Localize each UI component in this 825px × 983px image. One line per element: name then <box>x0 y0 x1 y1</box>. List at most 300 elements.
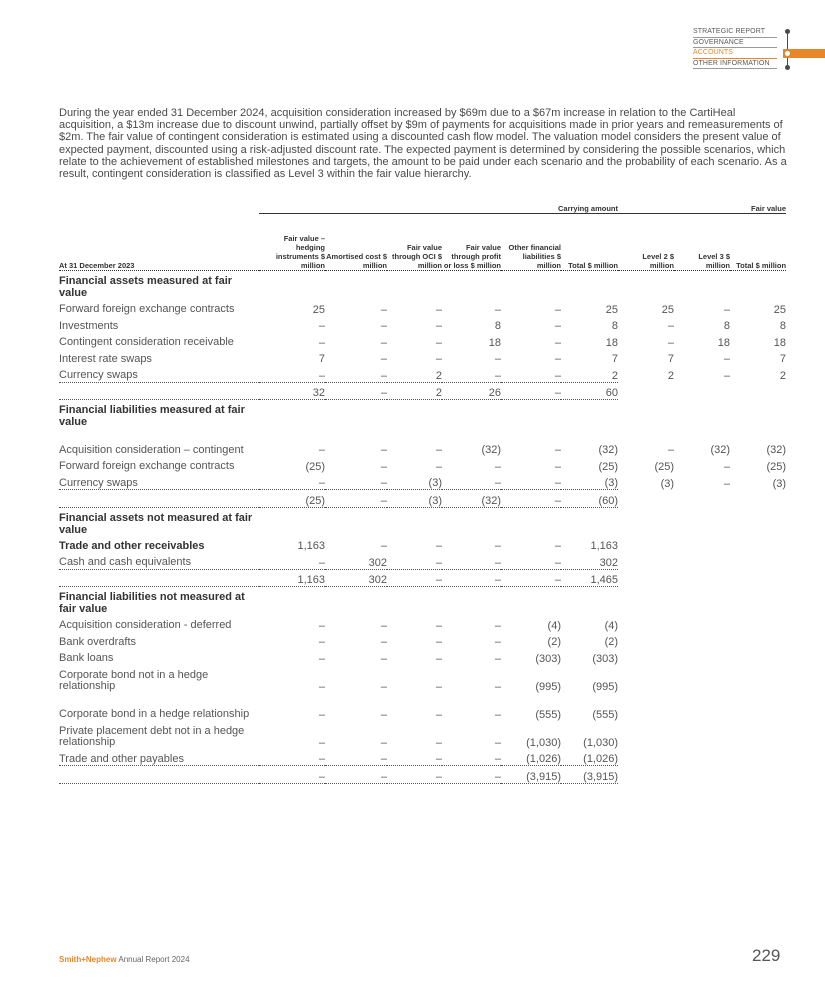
table-cell: (32) <box>710 444 731 456</box>
subtotal-cell <box>674 569 730 587</box>
table-cell: – <box>325 749 387 766</box>
empty-cell <box>730 400 786 429</box>
table-cell: (995) <box>535 680 561 693</box>
row-label: Corporate bond not in a hedge relationship <box>59 668 209 692</box>
table-cell: 18 <box>488 336 501 349</box>
table-cell: – <box>387 552 442 569</box>
empty-cell <box>325 587 387 616</box>
table-cell: – <box>667 336 675 349</box>
subtotal-cell <box>618 766 674 784</box>
subtotal-cell: (60) <box>561 490 618 508</box>
subtotal-cell <box>730 490 786 508</box>
subtotal-row <box>59 490 786 508</box>
table-row <box>59 536 786 553</box>
table-cell <box>618 552 674 569</box>
table-cell: – <box>318 619 325 632</box>
empty-cell <box>325 400 387 429</box>
table-cell: – <box>435 444 442 456</box>
table-cell: – <box>380 336 387 349</box>
empty-cell <box>618 400 674 429</box>
empty-cell <box>730 507 786 536</box>
table-cell: (995) <box>592 680 619 693</box>
table-cell: – <box>501 552 561 569</box>
table-cell: (4) <box>604 619 619 632</box>
table-row <box>59 473 786 490</box>
table-cell: 7 <box>779 353 787 365</box>
subtotal-label <box>59 569 259 587</box>
subtotal-cell <box>618 569 674 587</box>
table-cell: – <box>259 749 325 766</box>
table-cell: (25) <box>305 460 325 473</box>
nav-governance[interactable]: GOVERNANCE <box>693 38 777 49</box>
row-label: Trade and other payables <box>59 749 259 766</box>
table-cell: 18 <box>773 336 787 349</box>
page-number: 229 <box>752 946 781 965</box>
table-cell: – <box>380 353 387 365</box>
empty-cell <box>730 587 786 616</box>
table-cell <box>730 665 786 693</box>
empty-cell <box>387 507 442 536</box>
table-cell: (2) <box>547 636 561 648</box>
subtotal-cell <box>730 569 786 587</box>
nav-other-information[interactable]: OTHER INFORMATION <box>693 59 777 70</box>
table-cell: – <box>501 365 561 382</box>
table-cell: – <box>387 749 442 766</box>
column-header: Fair value – hedging instruments $ million <box>259 214 325 271</box>
table-cell: 18 <box>605 336 619 349</box>
empty-cell <box>501 271 561 300</box>
table-cell: – <box>318 708 325 721</box>
row-label: Currency swaps <box>59 473 259 490</box>
table-cell <box>618 648 674 665</box>
table-cell <box>618 749 674 766</box>
table-cell: – <box>325 365 387 382</box>
subtotal-label <box>59 382 259 400</box>
subtotal-cell: – <box>259 766 325 784</box>
empty-cell <box>501 587 561 616</box>
table-cell: – <box>554 353 561 365</box>
subtotal-cell <box>730 766 786 784</box>
table-cell: – <box>318 320 325 332</box>
subtotal-label <box>59 490 259 508</box>
section-header-row <box>59 507 786 536</box>
table-cell: 2 <box>387 365 442 382</box>
empty-cell <box>561 271 618 300</box>
table-cell: – <box>494 636 501 648</box>
table-cell: – <box>380 444 387 456</box>
row-label: Forward foreign exchange contracts <box>59 460 235 472</box>
table-cell <box>730 648 786 665</box>
empty-cell <box>501 507 561 536</box>
table-cell <box>730 632 786 649</box>
section-header-row <box>59 271 786 300</box>
table-cell: – <box>380 460 387 473</box>
empty-cell <box>674 400 730 429</box>
subtotal-cell: – <box>387 766 442 784</box>
empty-cell <box>442 400 501 429</box>
table-cell: – <box>554 540 561 552</box>
table-cell: – <box>380 540 387 552</box>
table-cell: – <box>318 336 325 349</box>
empty-cell <box>442 587 501 616</box>
table-cell <box>730 615 786 632</box>
table-cell: (32) <box>766 444 787 456</box>
column-header: Other financial liabilities $ million <box>501 214 561 271</box>
empty-cell <box>259 507 325 536</box>
table-cell: 7 <box>318 353 325 365</box>
table-cell: – <box>435 303 442 316</box>
table-cell: 25 <box>661 303 675 316</box>
table-cell: (555) <box>592 708 619 721</box>
table-cell <box>674 536 730 553</box>
table-cell: 8 <box>779 320 787 332</box>
empty-cell <box>442 507 501 536</box>
table-row <box>59 721 786 749</box>
nav-accounts[interactable]: ACCOUNTS <box>693 48 777 59</box>
empty-cell <box>561 400 618 429</box>
column-header: Fair value through OCI $ million <box>387 214 442 271</box>
column-header: Total $ million <box>730 214 786 271</box>
subtotal-cell: – <box>387 569 442 587</box>
subtotal-cell: 1,163 <box>259 569 325 587</box>
table-row <box>59 428 786 456</box>
table-cell: – <box>554 303 561 316</box>
table-cell: 2 <box>779 370 787 382</box>
table-row <box>59 456 786 473</box>
table-cell: – <box>501 473 561 490</box>
empty-cell <box>618 587 674 616</box>
subtotal-cell <box>618 490 674 508</box>
table-cell: – <box>259 365 325 382</box>
table-cell: – <box>318 444 325 456</box>
table-cell: – <box>435 353 442 365</box>
table-cell: (555) <box>535 708 561 721</box>
table-row <box>59 749 786 766</box>
table-cell <box>730 552 786 569</box>
table-cell: 25 <box>605 303 619 316</box>
table-cell: (3) <box>387 473 442 490</box>
table-cell: – <box>442 365 501 382</box>
table-cell: – <box>435 320 442 332</box>
subtotal-cell: (32) <box>442 490 501 508</box>
nav-dot-icon <box>785 65 790 70</box>
table-cell: – <box>494 708 501 721</box>
row-label: Bank overdrafts <box>59 635 137 648</box>
table-cell <box>618 693 674 721</box>
table-cell: – <box>318 652 325 665</box>
financial-instruments-table <box>59 199 786 784</box>
table-row <box>59 632 786 649</box>
table-cell <box>618 721 674 749</box>
row-label: Acquisition consideration – contingent <box>59 443 244 456</box>
footer-brand: Smith+Nephew <box>59 955 117 964</box>
section-title: Financial assets not measured at fair value <box>59 511 253 536</box>
table-cell: – <box>494 303 501 316</box>
subtotal-cell: – <box>325 490 387 508</box>
empty-cell <box>674 587 730 616</box>
table-cell: – <box>380 320 387 332</box>
table-row <box>59 365 786 382</box>
table-cell <box>674 749 730 766</box>
table-cell: – <box>494 540 501 552</box>
subtotal-cell: 60 <box>561 382 618 400</box>
subtotal-cell: (3,915) <box>561 766 618 784</box>
row-label: Trade and other receivables <box>59 539 205 552</box>
subtotal-cell: – <box>501 569 561 587</box>
subtotal-cell: (25) <box>259 490 325 508</box>
empty-cell <box>730 271 786 300</box>
table-cell: 1,163 <box>590 540 619 552</box>
subtotal-cell: (3) <box>387 490 442 508</box>
row-label: Investments <box>59 319 119 332</box>
table-cell <box>730 721 786 749</box>
table-cell: (1,026) <box>561 749 618 766</box>
group-carrying-amount: Carrying amount <box>259 199 618 214</box>
row-label: Currency swaps <box>59 365 259 382</box>
subtotal-row <box>59 569 786 587</box>
table-cell: (25) <box>598 460 619 473</box>
table-cell: 302 <box>561 552 618 569</box>
empty-cell <box>387 587 442 616</box>
table-cell <box>730 536 786 553</box>
table-row <box>59 349 786 366</box>
subtotal-cell <box>730 382 786 400</box>
subtotal-cell: 2 <box>387 382 442 400</box>
subtotal-row <box>59 766 786 784</box>
column-header-row <box>59 214 786 271</box>
subtotal-cell: – <box>501 490 561 508</box>
table-cell <box>730 749 786 766</box>
table-cell: – <box>442 552 501 569</box>
table-cell: – <box>494 652 501 665</box>
table-cell: – <box>723 370 731 382</box>
table-cell: (32) <box>598 444 619 456</box>
section-header-row <box>59 587 786 616</box>
table-cell: 7 <box>611 353 619 365</box>
row-label: Corporate bond in a hedge relationship <box>59 708 250 720</box>
table-cell: – <box>667 320 675 332</box>
empty-cell <box>259 400 325 429</box>
subtotal-cell: – <box>325 382 387 400</box>
row-label: Bank loans <box>59 652 114 664</box>
column-group-row <box>59 199 786 214</box>
table-cell: – <box>723 477 731 490</box>
empty-cell <box>674 507 730 536</box>
table-row <box>59 552 786 569</box>
table-cell: – <box>442 473 501 490</box>
subtotal-cell <box>674 382 730 400</box>
empty-cell <box>259 271 325 300</box>
empty-cell <box>561 587 618 616</box>
table-cell: – <box>442 749 501 766</box>
table-cell: 7 <box>667 353 675 365</box>
column-header: Total $ million <box>561 214 618 271</box>
table-cell: – <box>723 353 731 365</box>
table-cell: – <box>380 636 387 648</box>
nav-active-dot-icon <box>785 51 790 56</box>
table-row <box>59 615 786 632</box>
table-cell: (1,030) <box>583 736 619 749</box>
table-cell: 2 <box>561 365 618 382</box>
subtotal-cell: 32 <box>259 382 325 400</box>
table-cell: – <box>380 680 387 693</box>
column-header: Level 2 $ million <box>618 214 674 271</box>
table-cell: – <box>435 708 442 721</box>
table-row <box>59 693 786 721</box>
subtotal-cell: – <box>442 766 501 784</box>
table-cell: (3) <box>772 477 787 490</box>
table-cell <box>618 632 674 649</box>
table-cell: – <box>325 473 387 490</box>
table-cell: – <box>554 320 561 332</box>
table-cell: – <box>435 652 442 665</box>
empty-cell <box>618 507 674 536</box>
column-header: Amortised cost $ million <box>325 214 387 271</box>
table-cell: – <box>494 619 501 632</box>
subtotal-cell: 26 <box>442 382 501 400</box>
table-cell: – <box>554 444 561 456</box>
subtotal-cell: 302 <box>325 569 387 587</box>
column-header: Level 3 $ million <box>674 214 730 271</box>
table-cell: (1,030) <box>526 736 561 749</box>
table-cell: – <box>380 736 387 749</box>
table-cell: – <box>259 552 325 569</box>
subtotal-cell <box>674 766 730 784</box>
nav-dot-icon <box>785 29 790 34</box>
table-row <box>59 648 786 665</box>
subtotal-cell: – <box>501 382 561 400</box>
table-cell <box>730 693 786 721</box>
table-cell: – <box>494 736 501 749</box>
section-title: Financial liabilities not measured at fair value <box>59 591 245 615</box>
table-cell: – <box>380 708 387 721</box>
table-cell <box>674 615 730 632</box>
table-cell: – <box>494 680 501 693</box>
empty-cell <box>501 400 561 429</box>
column-header: Fair value through profit or loss $ million <box>442 214 501 271</box>
subtotal-cell: – <box>325 766 387 784</box>
table-cell: – <box>380 619 387 632</box>
intro-paragraph: During the year ended 31 December 2024, acquisition consideration increased by $69m due to a $67m increase in relation to the CartiHeal acquisition, a $13m increase due to discount unwind, partially offset by $9m of payments for acquisitions made in prior years and remeasurements of $2m. The fair value of contingent consideration is estimated using a discounted cash flow model. The valuation model considers the present value of expected payment, discounted using a risk-adjusted discount rate. The expected payment is determined by considering the possible scenarios, which relate to the achievement of established milestones and targets, the amount to be paid under each scenario and the probability of each scenario. As a result, contingent consideration is classified as Level 3 within the fair value hierarchy. <box>59 107 787 181</box>
table-row <box>59 332 786 349</box>
row-label: Cash and cash equivalents <box>59 552 259 569</box>
table-row <box>59 665 786 693</box>
subtotal-cell <box>618 382 674 400</box>
table-cell <box>674 721 730 749</box>
empty-cell <box>325 507 387 536</box>
table-row <box>59 316 786 333</box>
subtotal-cell <box>674 490 730 508</box>
table-cell: – <box>494 460 501 473</box>
table-cell: – <box>435 636 442 648</box>
empty-cell <box>259 587 325 616</box>
subtotal-cell: 1,465 <box>561 569 618 587</box>
table-cell: 2 <box>667 370 675 382</box>
empty-cell <box>387 271 442 300</box>
table-cell <box>618 536 674 553</box>
table-cell: – <box>380 303 387 316</box>
table-cell: 18 <box>717 336 731 349</box>
subtotal-cell: – <box>442 569 501 587</box>
table-cell: 25 <box>312 303 325 316</box>
table-body <box>59 271 786 784</box>
table-cell: 8 <box>723 320 731 332</box>
table-cell <box>674 632 730 649</box>
table-cell: – <box>723 303 731 316</box>
section-nav <box>693 27 825 69</box>
row-label: Acquisition consideration - deferred <box>59 619 232 631</box>
table-cell <box>674 665 730 693</box>
table-cell <box>618 665 674 693</box>
table-cell: – <box>435 680 442 693</box>
subtotal-row <box>59 382 786 400</box>
empty-cell <box>442 271 501 300</box>
row-label: Forward foreign exchange contracts <box>59 303 235 315</box>
table-cell: – <box>667 444 675 456</box>
empty-cell <box>618 271 674 300</box>
table-cell: 25 <box>773 303 787 316</box>
table-cell: (25) <box>766 460 787 473</box>
table-cell: – <box>554 336 561 349</box>
table-cell: (4) <box>547 619 561 632</box>
table-cell: – <box>435 540 442 552</box>
table-cell: (2) <box>604 636 619 648</box>
table-cell: – <box>554 460 561 473</box>
section-title: Financial liabilities measured at fair value <box>59 404 245 428</box>
table-cell: – <box>259 473 325 490</box>
footer-report: Annual Report 2024 <box>118 955 190 964</box>
table-cell: – <box>318 636 325 648</box>
table-cell: 8 <box>611 320 619 332</box>
table-cell: (303) <box>535 652 561 665</box>
empty-cell <box>674 271 730 300</box>
empty-cell <box>325 271 387 300</box>
empty-cell <box>561 507 618 536</box>
table-cell: – <box>435 736 442 749</box>
row-label: Contingent consideration receivable <box>59 336 234 348</box>
row-label: Interest rate swaps <box>59 352 152 365</box>
section-title: Financial assets measured at fair value <box>59 275 233 299</box>
section-header-row <box>59 400 786 429</box>
table-cell: (32) <box>481 444 501 456</box>
table-cell: – <box>494 353 501 365</box>
nav-strategic-report[interactable]: STRATEGIC REPORT <box>693 27 777 38</box>
subtotal-cell: (3,915) <box>501 766 561 784</box>
table-cell: – <box>318 680 325 693</box>
table-date-header: At 31 December 2023 <box>59 214 259 271</box>
table-cell: – <box>435 336 442 349</box>
footer <box>59 955 190 964</box>
subtotal-label <box>59 766 259 784</box>
table-cell: – <box>435 619 442 632</box>
empty-cell <box>387 400 442 429</box>
table-cell: (3) <box>561 473 618 490</box>
table-cell <box>618 615 674 632</box>
table-cell: 1,163 <box>297 540 325 552</box>
table-cell: – <box>318 736 325 749</box>
group-fair-value: Fair value <box>618 199 786 214</box>
table-cell: – <box>435 460 442 473</box>
table-cell: (3) <box>660 477 675 490</box>
table-cell <box>674 693 730 721</box>
table-row <box>59 299 786 316</box>
table-cell <box>674 648 730 665</box>
table-cell: (25) <box>654 460 675 473</box>
table-cell: – <box>380 652 387 665</box>
table-cell: (1,026) <box>501 749 561 766</box>
row-label: Private placement debt not in a hedge relationship <box>59 724 245 748</box>
table-cell: – <box>723 460 731 473</box>
